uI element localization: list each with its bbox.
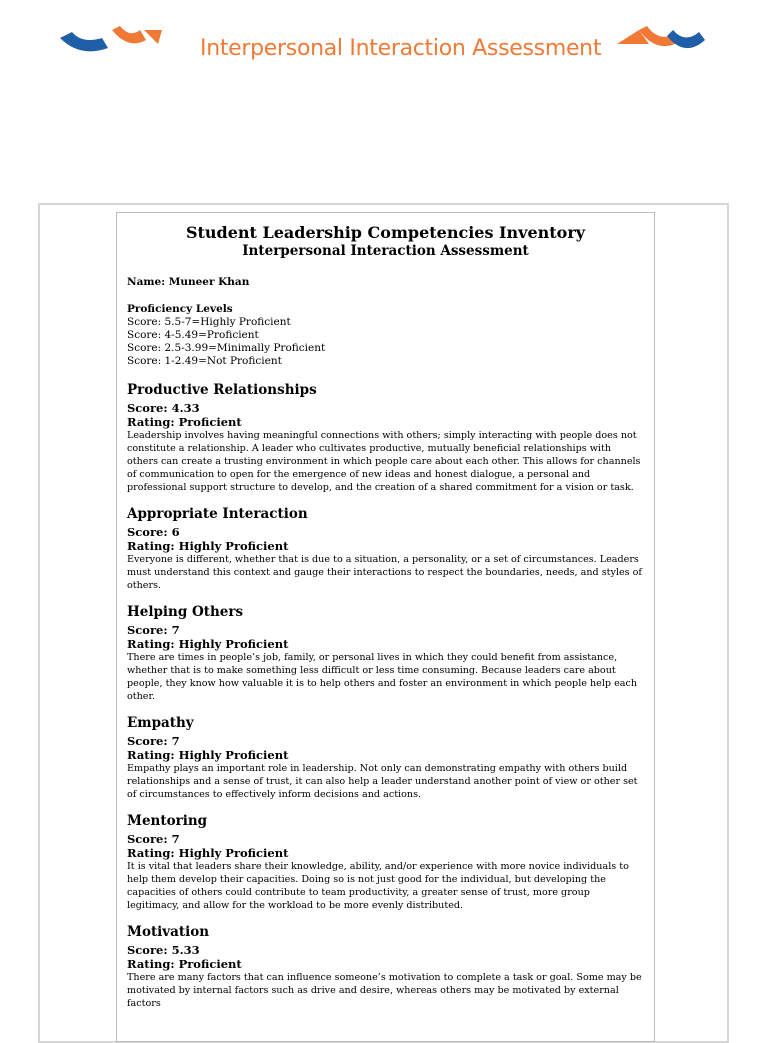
logo-right-icon: [615, 0, 715, 60]
section-description: There are times in people’s job, family, or personal lives in which they could benefit from assistance, whether that is to make something less difficult or less time consuming. Because leaders care about people, they know how valuable it is to help others and foster an environment in which people help each other.: [127, 652, 638, 702]
section-rating: Rating: Highly Proficient: [127, 846, 289, 860]
section-description: There are many factors that can influence someone’s motivation to complete a task or goal. Some may be motivated by internal factors such as drive and desire, whereas others may be motivated by external factors: [127, 972, 642, 1009]
section-title: Helping Others: [127, 604, 244, 620]
section-rating: Rating: Highly Proficient: [127, 748, 289, 762]
section-score: Score: 7: [127, 734, 180, 748]
section-title: Mentoring: [127, 813, 208, 829]
section-helping-others: [127, 604, 644, 703]
section-score: Score: 4.33: [127, 401, 200, 415]
section-description: It is vital that leaders share their knowledge, ability, and/or experience with more novice individuals to help them develop their capacities. Doing so is not just good for the individual, but developing the capacities of others could contribute to team productivity, a greater sense of trust, more group legitimacy, and allow for the workload to be more evenly distributed.: [127, 861, 629, 911]
proficiency-heading: Proficiency Levels: [127, 303, 233, 315]
proficiency-level: Score: 4-5.49=Proficient: [127, 329, 259, 341]
banner-title: Interpersonal Interaction Assessment: [200, 36, 602, 61]
section-description: Leadership involves having meaningful connections with others; simply interacting with people does not constitute a relationship. A leader who cultivates productive, mutually beneficial relationships with others can create a trusting environment in which people care about each other. This allows for channels of communication to open for the emergence of new ideas and honest dialogue, a personal and professional support structure to develop, and the creation of a shared commitment for a vision or task.: [127, 430, 641, 493]
proficiency-level: Score: 1-2.49=Not Proficient: [127, 355, 282, 367]
section-appropriate-interaction: [127, 506, 644, 592]
proficiency-level: Score: 5.5-7=Highly Proficient: [127, 316, 291, 328]
section-description: Everyone is different, whether that is due to a situation, a personality, or a set of circumstances. Leaders must understand this context and gauge their interactions to respect the boundaries, needs, and styles of others.: [127, 554, 642, 591]
section-productive-relationships: [127, 382, 644, 494]
section-empathy: [127, 715, 644, 801]
logo-left-icon: [58, 0, 168, 60]
section-score: Score: 7: [127, 623, 180, 637]
section-title: Productive Relationships: [127, 382, 317, 398]
section-title: Motivation: [127, 924, 210, 940]
section-score: Score: 5.33: [127, 943, 200, 957]
section-rating: Rating: Proficient: [127, 957, 242, 971]
proficiency-levels: [127, 303, 644, 368]
section-title: Empathy: [127, 715, 194, 731]
section-rating: Rating: Proficient: [127, 415, 242, 429]
section-rating: Rating: Highly Proficient: [127, 637, 289, 651]
proficiency-level: Score: 2.5-3.99=Minimally Proficient: [127, 342, 326, 354]
section-rating: Rating: Highly Proficient: [127, 539, 289, 553]
section-score: Score: 6: [127, 525, 180, 539]
document-subtitle: Interpersonal Interaction Assessment: [242, 243, 529, 259]
section-score: Score: 7: [127, 832, 180, 846]
section-motivation: [127, 924, 644, 1010]
student-name: Name: Muneer Khan: [127, 276, 250, 288]
section-title: Appropriate Interaction: [127, 506, 308, 522]
section-description: Empathy plays an important role in leadership. Not only can demonstrating empathy with others build relationships and a sense of trust, it can also help a leader understand another point of view or other set of circumstances to effectively inform decisions and actions.: [127, 763, 638, 800]
header-banner: [0, 0, 768, 90]
document-title: Student Leadership Competencies Inventory: [185, 223, 586, 242]
section-mentoring: [127, 813, 644, 912]
document-page: [116, 212, 655, 1042]
